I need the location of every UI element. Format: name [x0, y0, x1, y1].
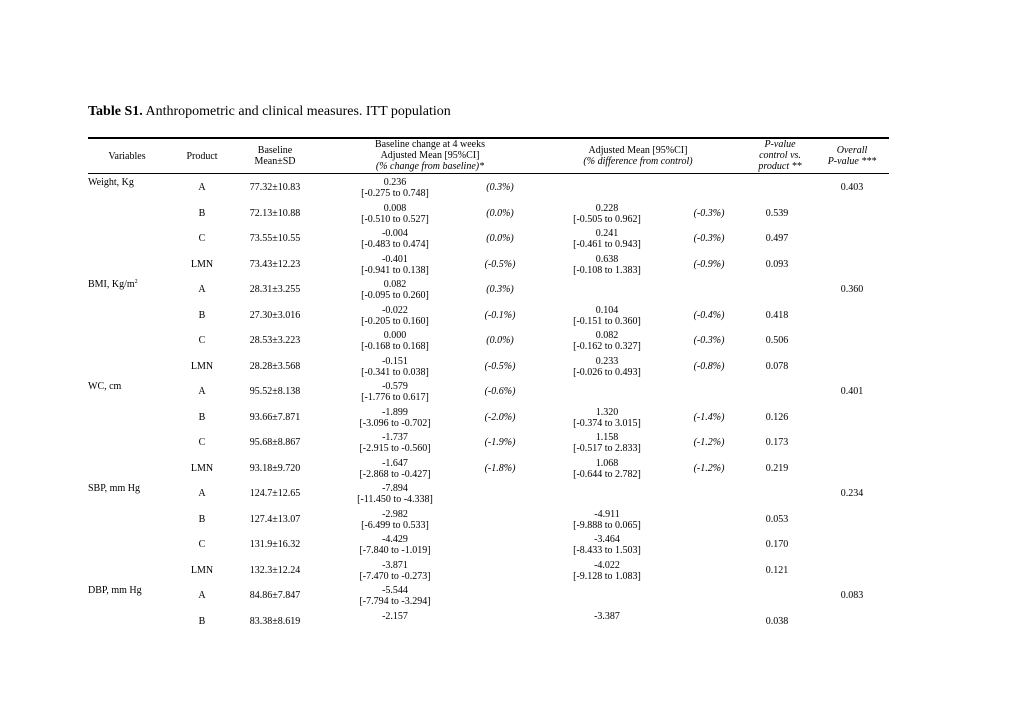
change-ci-cell: [-7.840 to -1.019] — [359, 545, 431, 556]
adjusted-ci-cell: [-0.162 to 0.327] — [573, 341, 641, 352]
change-ci-cell: [-0.341 to 0.038] — [361, 366, 429, 378]
change-pct-cell: (-1.9%) — [484, 437, 516, 448]
change-ci-cell: [-3.096 to -0.702] — [359, 417, 431, 429]
adjusted-pct-cell: (-1.4%) — [693, 411, 725, 423]
p-value-cell: 0.219 — [765, 462, 789, 474]
p-value-cell: 0.170 — [765, 539, 789, 550]
p-value-cell: 0.121 — [765, 564, 789, 576]
change-pct-cell: (-1.8%) — [484, 462, 516, 474]
change-pct-cell: (0.3%) — [486, 182, 514, 193]
adjusted-mean-cell: -4.911 — [594, 508, 620, 520]
adjusted-mean-cell: 1.320 — [595, 406, 619, 418]
product-cell: LMN — [190, 564, 214, 576]
adjusted-ci-cell: [-0.108 to 1.383] — [573, 264, 641, 276]
adjusted-ci-cell: [-0.644 to 2.782] — [573, 468, 641, 480]
header-variables: Variables — [108, 151, 146, 162]
product-cell: A — [198, 488, 206, 499]
p-value-cell: 0.497 — [765, 233, 789, 244]
adjusted-ci-cell: [-9.888 to 0.065] — [573, 519, 641, 531]
change-pct-cell: (-0.1%) — [484, 309, 516, 321]
change-ci-cell: [-6.499 to 0.533] — [361, 519, 429, 531]
baseline-cell: 84.86±7.847 — [249, 590, 301, 601]
change-ci-cell: [-1.776 to 0.617] — [361, 392, 429, 403]
p-value-cell: 0.093 — [765, 258, 789, 270]
p-value-cell: 0.053 — [765, 513, 789, 525]
variable-label: SBP, mm Hg — [88, 483, 140, 494]
p-value-cell: 0.418 — [765, 309, 789, 321]
product-cell: LMN — [190, 258, 214, 270]
adjusted-ci-cell: [-8.433 to 1.503] — [573, 545, 641, 556]
overall-p-cell: 0.083 — [840, 590, 864, 601]
change-pct-cell: (-0.5%) — [484, 360, 516, 372]
baseline-cell: 27.30±3.016 — [249, 309, 301, 321]
change-ci-cell: [-2.868 to -0.427] — [359, 468, 431, 480]
adjusted-pct-cell: (-0.8%) — [693, 360, 725, 372]
product-cell: B — [198, 615, 206, 627]
product-cell: A — [198, 386, 206, 397]
caption-label: Table S1. — [88, 104, 143, 119]
header-adjusted-mean: Adjusted Mean [95%CI] (% difference from control) — [583, 145, 693, 167]
header-p-value: P-value control vs. product ** — [758, 139, 802, 172]
product-cell: C — [198, 335, 206, 346]
change-ci-cell: [-0.483 to 0.474] — [361, 239, 429, 250]
baseline-cell: 132.3±12.24 — [249, 564, 301, 576]
change-pct-cell: (-2.0%) — [484, 411, 516, 423]
baseline-cell: 95.68±8.867 — [249, 437, 301, 448]
change-mean-cell: -0.151 — [382, 355, 408, 367]
product-cell: B — [198, 513, 206, 525]
change-ci-cell: [-0.095 to 0.260] — [361, 290, 429, 301]
adjusted-mean-cell: 1.158 — [595, 432, 619, 443]
product-cell: A — [198, 182, 206, 193]
baseline-cell: 73.43±12.23 — [249, 258, 301, 270]
p-value-cell: 0.539 — [765, 207, 789, 219]
baseline-cell: 93.66±7.871 — [249, 411, 301, 423]
adjusted-ci-cell: [-0.026 to 0.493] — [573, 366, 641, 378]
product-cell: B — [198, 309, 206, 321]
adjusted-ci-cell: [-0.505 to 0.962] — [573, 213, 641, 225]
change-mean-cell: -0.022 — [382, 304, 408, 316]
baseline-cell: 28.53±3.223 — [249, 335, 301, 346]
adjusted-pct-cell: (-1.2%) — [693, 462, 725, 474]
overall-p-cell: 0.403 — [840, 182, 864, 193]
adjusted-ci-cell: [-0.517 to 2.833] — [573, 443, 641, 454]
overall-p-cell: 0.234 — [840, 488, 864, 499]
baseline-cell: 73.55±10.55 — [249, 233, 301, 244]
p-value-cell: 0.078 — [765, 360, 789, 372]
variable-label: Weight, Kg — [88, 177, 134, 188]
baseline-cell: 83.38±8.619 — [249, 615, 301, 627]
adjusted-mean-cell: 0.241 — [595, 228, 619, 239]
baseline-cell: 93.18±9.720 — [249, 462, 301, 474]
change-mean-cell: 0.008 — [383, 202, 407, 214]
change-pct-cell: (-0.5%) — [484, 258, 516, 270]
p-value-cell: 0.038 — [765, 615, 789, 627]
change-ci-cell: [-0.510 to 0.527] — [361, 213, 429, 225]
baseline-cell: 28.28±3.568 — [249, 360, 301, 372]
change-mean-cell: -0.401 — [382, 253, 408, 265]
adjusted-mean-cell: 0.082 — [595, 330, 619, 341]
adjusted-mean-cell: 0.228 — [595, 202, 619, 214]
baseline-cell: 28.31±3.255 — [249, 284, 301, 295]
adjusted-pct-cell: (-1.2%) — [693, 437, 725, 448]
variable-label: WC, cm — [88, 381, 122, 392]
change-mean-cell: 0.236 — [383, 177, 407, 188]
adjusted-mean-cell: 0.233 — [595, 355, 619, 367]
change-ci-cell: [-0.205 to 0.160] — [361, 315, 429, 327]
adjusted-mean-cell: -3.464 — [594, 534, 620, 545]
adjusted-pct-cell: (-0.3%) — [693, 335, 725, 346]
p-value-cell: 0.506 — [765, 335, 789, 346]
change-mean-cell: -1.737 — [382, 432, 408, 443]
change-ci-cell: [-0.941 to 0.138] — [361, 264, 429, 276]
product-cell: C — [198, 233, 206, 244]
change-mean-cell: -1.647 — [382, 457, 408, 469]
change-mean-cell: 0.000 — [383, 330, 407, 341]
change-ci-cell: [-0.168 to 0.168] — [361, 341, 429, 352]
baseline-cell: 95.52±8.138 — [249, 386, 301, 397]
product-cell: A — [198, 284, 206, 295]
change-pct-cell: (-0.6%) — [484, 386, 516, 397]
baseline-cell: 124.7±12.65 — [249, 488, 301, 499]
change-mean-cell: -0.579 — [382, 381, 408, 392]
header-bottom-rule — [88, 173, 889, 174]
change-mean-cell: -7.894 — [382, 483, 408, 494]
change-mean-cell: 0.082 — [383, 279, 407, 290]
change-mean-cell: -2.157 — [382, 610, 408, 622]
adjusted-ci-cell: [-0.151 to 0.360] — [573, 315, 641, 327]
variable-label: BMI, $Kg/m^2$ — [88, 279, 138, 290]
adjusted-mean-cell: -4.022 — [594, 559, 620, 571]
product-cell: B — [198, 207, 206, 219]
header-product: Product — [186, 151, 218, 162]
adjusted-ci-cell: [-0.461 to 0.943] — [573, 239, 641, 250]
change-ci-cell: [-7.794 to -3.294] — [359, 596, 431, 607]
change-mean-cell: -0.004 — [382, 228, 408, 239]
adjusted-mean-cell: 0.638 — [595, 253, 619, 265]
change-pct-cell: (0.0%) — [486, 233, 514, 244]
variable-label: DBP, mm Hg — [88, 585, 142, 596]
product-cell: C — [198, 539, 206, 550]
adjusted-mean-cell: 0.104 — [595, 304, 619, 316]
header-overall-p-value: Overall P-value *** — [827, 145, 877, 167]
header-baseline: Baseline Mean±SD — [254, 145, 296, 167]
baseline-cell: 77.32±10.83 — [249, 182, 301, 193]
change-mean-cell: -2.982 — [382, 508, 408, 520]
caption-text: Anthropometric and clinical measures. ITT population — [142, 104, 451, 119]
baseline-cell: 72.13±10.88 — [249, 207, 301, 219]
product-cell: LMN — [190, 462, 214, 474]
adjusted-pct-cell: (-0.9%) — [693, 258, 725, 270]
adjusted-mean-cell: -3.387 — [594, 610, 620, 622]
change-ci-cell: [-2.915 to -0.560] — [359, 443, 431, 454]
product-cell: A — [198, 590, 206, 601]
product-cell: B — [198, 411, 206, 423]
change-mean-cell: -4.429 — [382, 534, 408, 545]
adjusted-pct-cell: (-0.3%) — [693, 207, 725, 219]
adjusted-pct-cell: (-0.3%) — [693, 233, 725, 244]
table-caption — [88, 104, 451, 120]
header-baseline-change: Baseline change at 4 weeks Adjusted Mean [95%CI] (% change from baseline)* — [375, 139, 485, 172]
baseline-cell: 131.9±16.32 — [249, 539, 301, 550]
overall-p-cell: 0.360 — [840, 284, 864, 295]
baseline-cell: 127.4±13.07 — [249, 513, 301, 525]
adjusted-ci-cell: [-0.374 to 3.015] — [573, 417, 641, 429]
change-ci-cell: [-11.450 to -4.338] — [357, 494, 433, 505]
change-mean-cell: -3.871 — [382, 559, 408, 571]
adjusted-mean-cell: 1.068 — [595, 457, 619, 469]
change-pct-cell: (0.0%) — [486, 207, 514, 219]
product-cell: LMN — [190, 360, 214, 372]
change-ci-cell: [-0.275 to 0.748] — [361, 188, 429, 199]
p-value-cell: 0.173 — [765, 437, 789, 448]
change-pct-cell: (0.0%) — [486, 335, 514, 346]
p-value-cell: 0.126 — [765, 411, 789, 423]
adjusted-ci-cell: [-9.128 to 1.083] — [573, 570, 641, 582]
overall-p-cell: 0.401 — [840, 386, 864, 397]
product-cell: C — [198, 437, 206, 448]
adjusted-pct-cell: (-0.4%) — [693, 309, 725, 321]
change-mean-cell: -1.899 — [382, 406, 408, 418]
change-ci-cell: [-7.470 to -0.273] — [359, 570, 431, 582]
change-pct-cell: (0.3%) — [486, 284, 514, 295]
change-mean-cell: -5.544 — [382, 585, 408, 596]
